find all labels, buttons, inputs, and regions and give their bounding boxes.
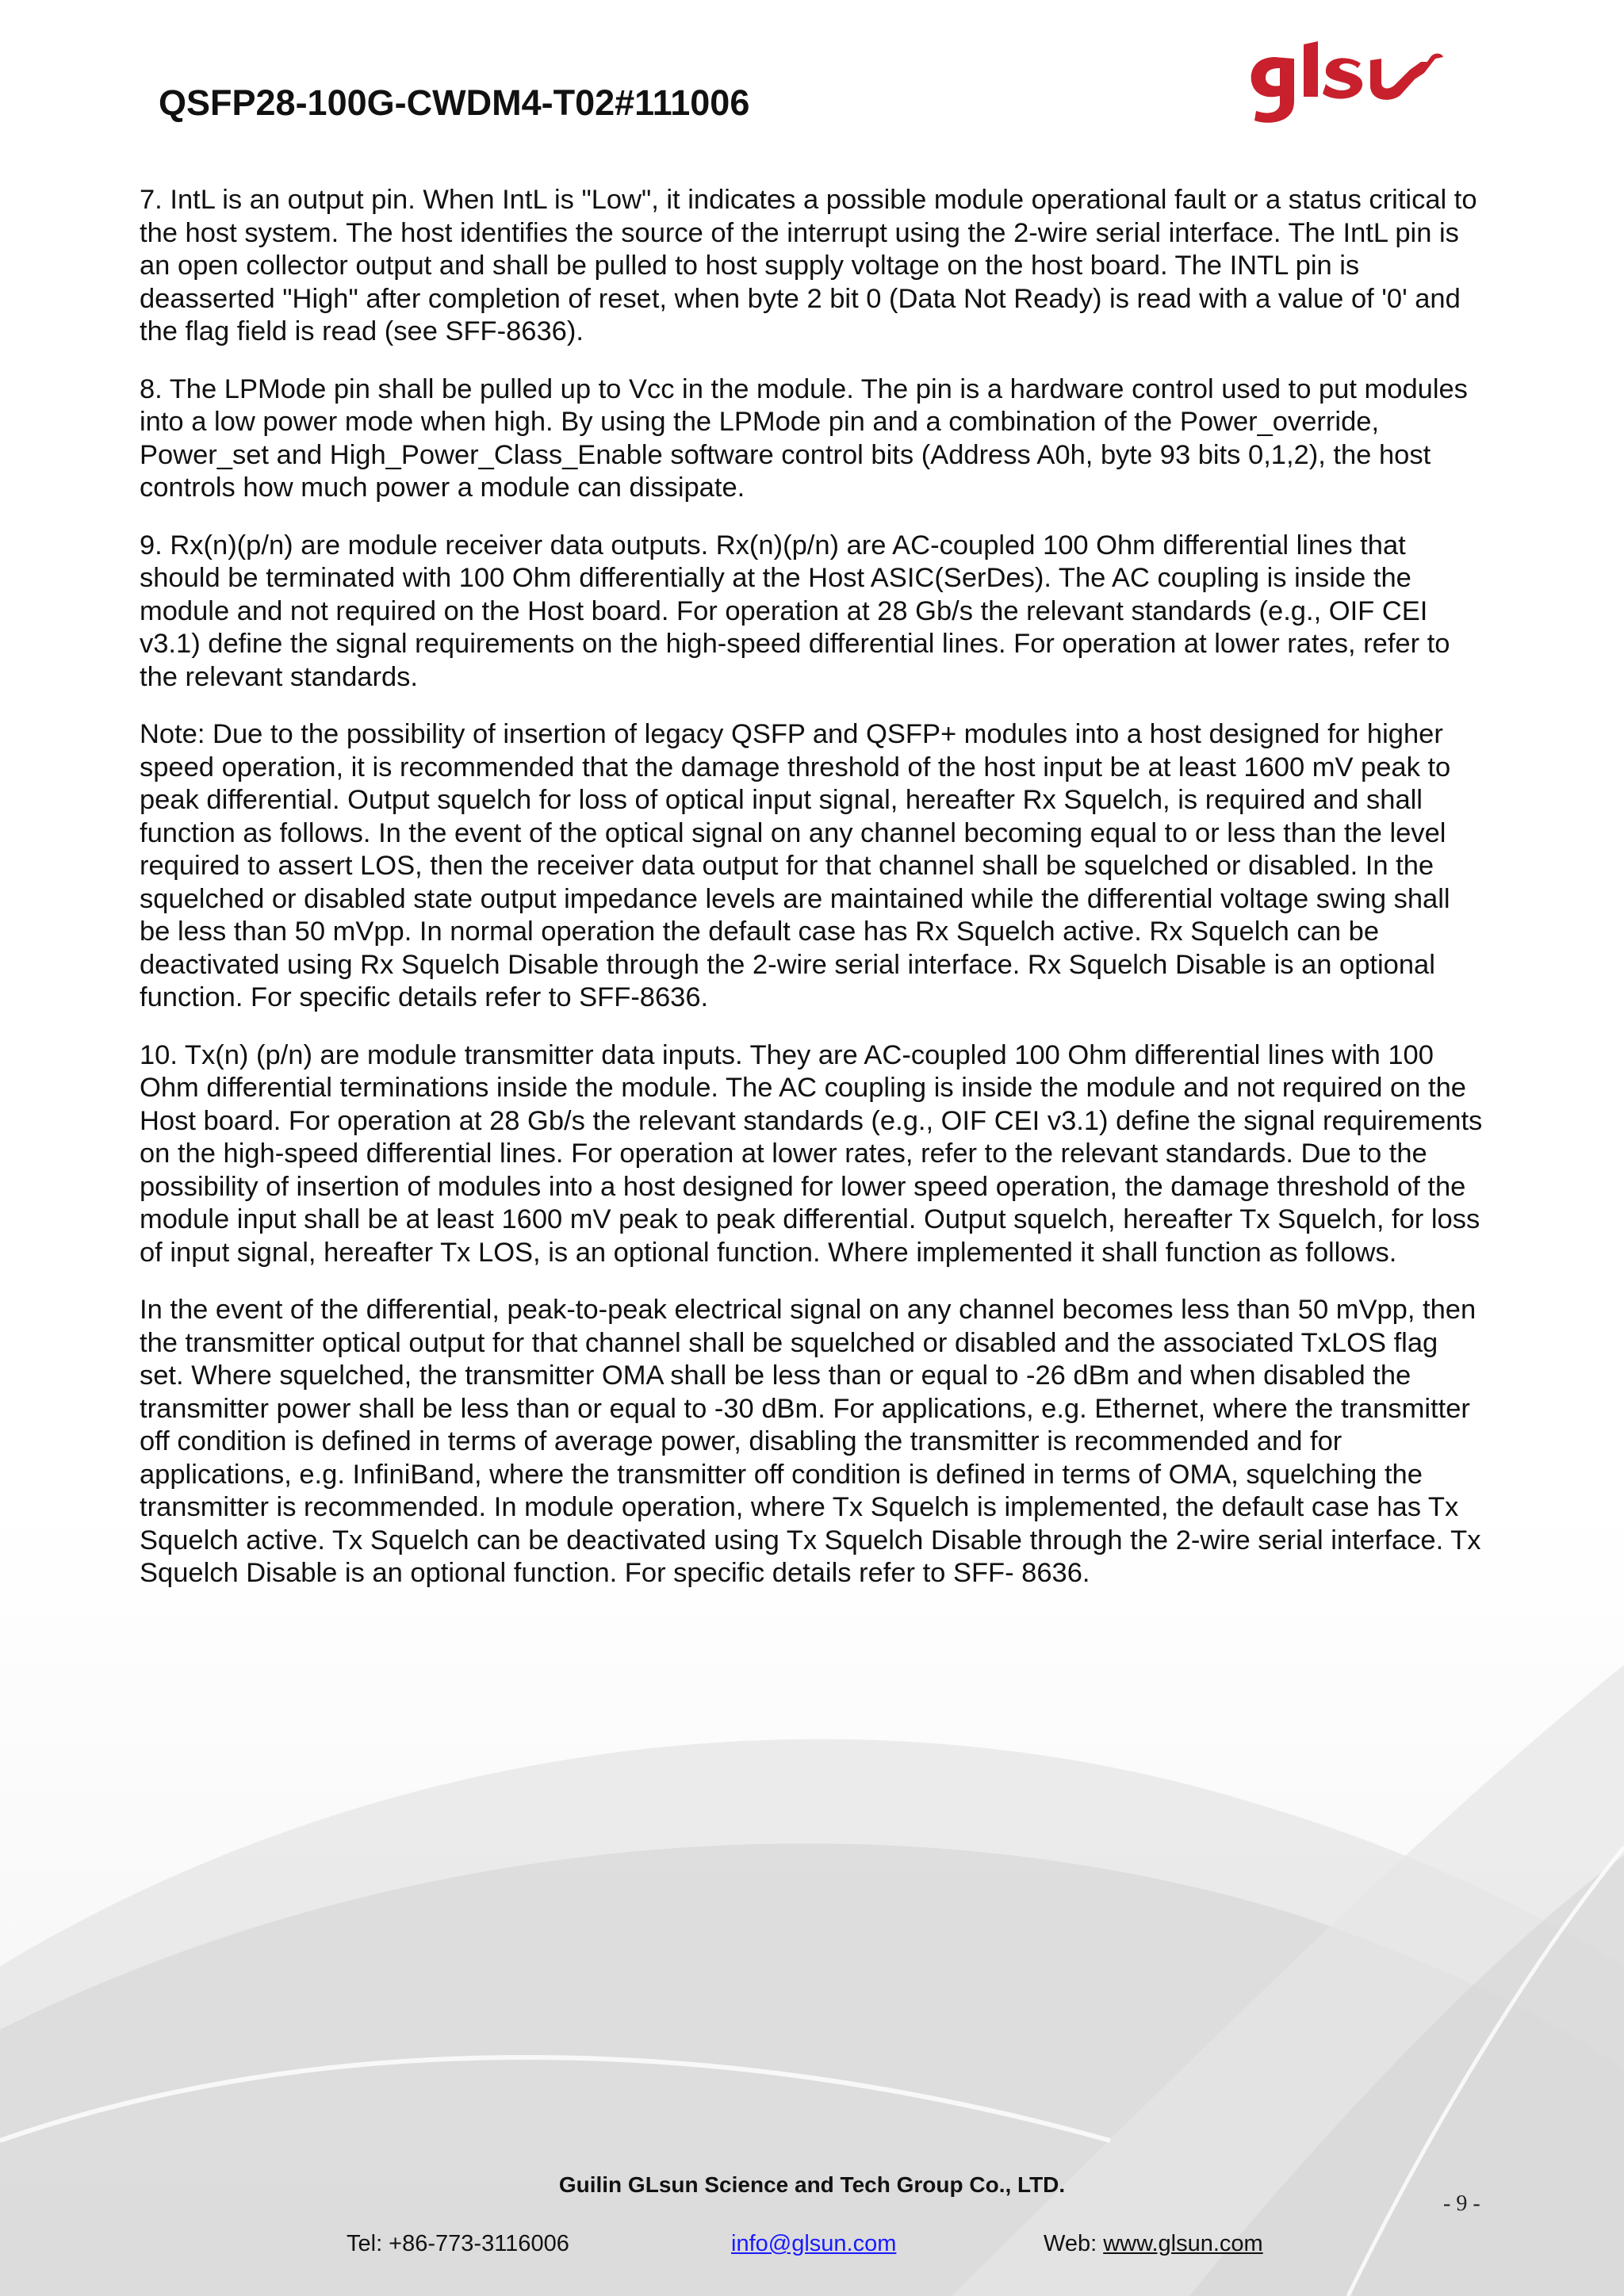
document-title: QSFP28-100G-CWDM4-T02#111006 bbox=[159, 82, 750, 123]
footer-web-label: Web: bbox=[1044, 2231, 1104, 2256]
glsun-logo bbox=[1245, 38, 1451, 125]
paragraph-tx-squelch: In the event of the differential, peak-to-peak electrical signal on any channel becomes less than 50 mVpp, then the transmitter optical output for that channel shall be squelched or disabled and the associated TxLOS flag set. Where squelched, the transmitter OMA shall be less than or equal to -26 dBm and when disabled the transmitter power shall be less than or equal to -30 dBm. For applications, e.g. Ethernet, where the transmitter off condition is defined in terms of average power, disabling the transmitter is recommended and for applications, e.g. InfiniBand, where the transmitter off condition is defined in terms of OMA, squelching the transmitter is recommended. In module operation, where Tx Squelch is implemented, the default case has Tx Squelch active. Tx Squelch can be deactivated using Tx Squelch Disable through the 2-wire serial interface. Tx Squelch Disable is an optional function. For specific details refer to SFF- 8636. bbox=[140, 1295, 1481, 1588]
paragraph-note-7: 7. IntL is an output pin. When IntL is "Low", it indicates a possible module operational fault or a status critical to the host system. The host identifies the source of the interrupt using the 2-wire serial interface. The IntL pin is an open collector output and shall be pulled to host supply voltage on the host board. The INTL pin is deasserted "High" after completion of reset, when byte 2 bit 0 (Data Not Ready) is read with a value of '0' and the flag field is read (see SFF-8636). bbox=[140, 185, 1477, 346]
page-number: - 9 - bbox=[1443, 2191, 1480, 2216]
footer-company-name: Guilin GLsun Science and Tech Group Co., LTD. bbox=[558, 2172, 1066, 2197]
paragraph-note-10: 10. Tx(n) (p/n) are module transmitter data inputs. They are AC-coupled 100 Ohm differential lines with 100 Ohm differential terminations inside the module. The AC coupling is inside the module and not required on the Host board. For operation at 28 Gb/s the relevant standards (e.g., OIF CEI v3.1) define the signal requirements on the high-speed differential lines. For operation at lower rates, refer to the relevant standards. Due to the possibility of insertion of modules into a host designed for lower speed operation, the damage threshold of the module input shall be at least 1600 mV peak to peak differential. Output squelch, hereafter Tx Squelch, for loss of input signal, hereafter Tx LOS, is an optional function. Where implemented it shall function as follows. bbox=[140, 1039, 1483, 1268]
paragraph-note-9: 9. Rx(n)(p/n) are module receiver data outputs. Rx(n)(p/n) are AC-coupled 100 Ohm differential lines that should be terminated with 100 Ohm differentially at the Host ASIC(SerDes). The AC coupling is inside the module and not required on the Host board. For operation at 28 Gb/s the relevant standards (e.g., OIF CEI v3.1) define the signal requirements on the high-speed differential lines. For operation at lower rates, refer to the relevant standards. bbox=[140, 530, 1450, 692]
footer-website bbox=[1044, 2231, 1263, 2257]
paragraph-rx-squelch-note: Note: Due to the possibility of insertion of legacy QSFP and QSFP+ modules into a host designed for higher speed operation, it is recommended that the damage threshold of the host input be at least 1600 mV peak to peak differential. Output squelch for loss of optical input signal, hereafter Rx Squelch, is required and shall function as follows. In the event of the optical signal on any channel becoming equal to or less than the level required to assert LOS, then the receiver data output for that channel shall be squelched or disabled. In the squelched or disabled state output impedance levels are maintained while the differential voltage swing shall be less than 50 mVpp. In normal operation the default case has Rx Squelch active. Rx Squelch can be deactivated using Rx Squelch Disable through the 2-wire serial interface. Rx Squelch Disable is an optional function. For specific details refer to SFF-8636. bbox=[140, 719, 1451, 1012]
body-text bbox=[140, 184, 1488, 1615]
footer-telephone: Tel: +86-773-3116006 bbox=[347, 2231, 569, 2256]
paragraph-note-8: 8. The LPMode pin shall be pulled up to Vcc in the module. The pin is a hardware control used to put modules into a low power mode when high. By using the LPMode pin and a combination of the Power_override, Power_set and High_Power_Class_Enable software control bits (Address A0h, byte 93 bits 0,1,2), the host controls how much power a module can dissipate. bbox=[140, 373, 1468, 503]
footer-email-link[interactable]: info@glsun.com bbox=[731, 2231, 897, 2256]
footer-website-link[interactable]: www.glsun.com bbox=[1103, 2231, 1263, 2256]
